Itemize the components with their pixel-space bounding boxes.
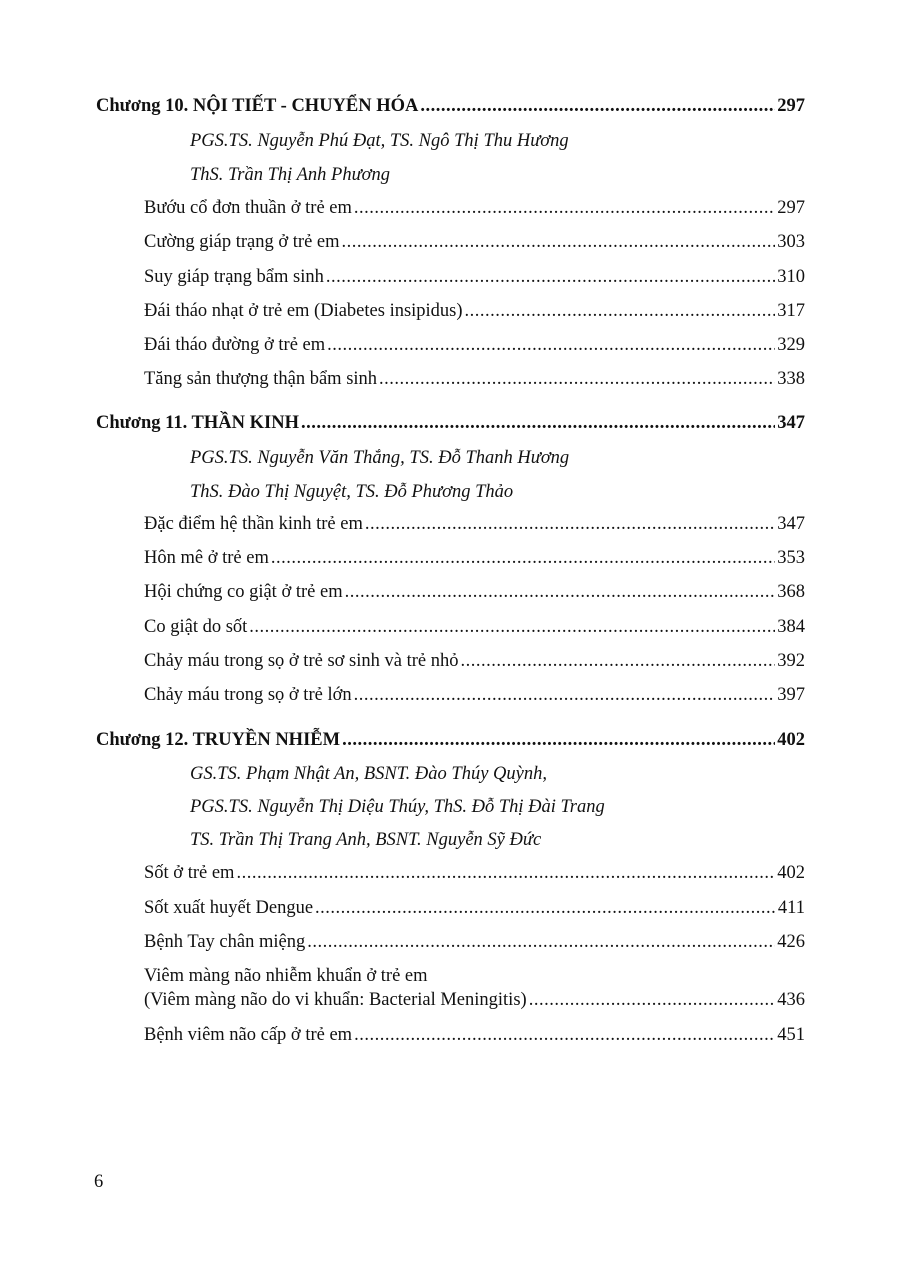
entry-page: 329: [777, 335, 805, 355]
toc-entry[interactable]: [144, 897, 805, 919]
entry-page: 317: [777, 301, 805, 321]
chapter-title: Chương 12. TRUYỀN NHIỄM: [96, 730, 341, 750]
entry-title: Bệnh viêm não cấp ở trẻ em: [144, 1025, 353, 1045]
dot-leader: [307, 931, 775, 953]
toc-entry[interactable]: [144, 862, 805, 884]
entry-title: (Viêm màng não do vi khuẩn: Bacterial Meningitis): [144, 990, 527, 1010]
toc-entry[interactable]: [144, 300, 805, 322]
entry-title: Hội chứng co giật ở trẻ em: [144, 582, 343, 602]
chapter-authors: GS.TS. Phạm Nhật An, BSNT. Đào Thúy Quỳnh,: [190, 764, 547, 784]
entry-page: 436: [777, 990, 805, 1010]
dot-leader: [342, 729, 775, 751]
entry-page: 353: [777, 548, 805, 568]
entry-title: Co giật do sốt: [144, 617, 248, 637]
dot-leader: [327, 334, 775, 356]
chapter-heading[interactable]: [96, 95, 805, 117]
entry-title: Bướu cổ đơn thuần ở trẻ em: [144, 198, 352, 218]
toc-entry[interactable]: [144, 989, 805, 1011]
dot-leader: [354, 1024, 775, 1046]
entry-page: 402: [777, 863, 805, 883]
dot-leader: [379, 368, 775, 390]
entry-title: Chảy máu trong sọ ở trẻ sơ sinh và trẻ nhỏ: [144, 651, 459, 671]
dot-leader: [365, 513, 775, 535]
entry-page: 347: [777, 514, 805, 534]
dot-leader: [529, 989, 776, 1011]
chapter-title: Chương 10. NỘI TIẾT - CHUYỂN HÓA: [96, 96, 419, 116]
chapter-authors: PGS.TS. Nguyễn Phú Đạt, TS. Ngô Thị Thu Hương: [190, 131, 569, 151]
entry-page: 411: [777, 898, 805, 918]
toc-entry[interactable]: [144, 1024, 805, 1046]
entry-page: 310: [777, 267, 805, 287]
dot-leader: [354, 197, 775, 219]
entry-title-line1[interactable]: Viêm màng não nhiễm khuẩn ở trẻ em: [144, 966, 428, 986]
entry-page: 338: [777, 369, 805, 389]
chapter-authors: PGS.TS. Nguyễn Thị Diệu Thúy, ThS. Đỗ Thị Đài Trang: [190, 797, 605, 817]
chapter-authors: ThS. Đào Thị Nguyệt, TS. Đỗ Phương Thảo: [190, 482, 514, 502]
entry-page: 297: [777, 198, 805, 218]
entry-title: Đái tháo đường ở trẻ em: [144, 335, 326, 355]
entry-title: Hôn mê ở trẻ em: [144, 548, 269, 568]
chapter-heading[interactable]: [96, 412, 805, 434]
dot-leader: [354, 684, 776, 706]
dot-leader: [271, 547, 775, 569]
toc-entry[interactable]: [144, 266, 805, 288]
entry-page: 451: [777, 1025, 805, 1045]
toc-entry[interactable]: [144, 684, 805, 706]
chapter-heading[interactable]: [96, 729, 805, 751]
chapter-authors: ThS. Trần Thị Anh Phương: [190, 165, 391, 185]
entry-title: Suy giáp trạng bẩm sinh: [144, 267, 324, 287]
entry-page: 384: [777, 617, 805, 637]
toc-entry[interactable]: [144, 334, 805, 356]
entry-title: Bệnh Tay chân miệng: [144, 932, 306, 952]
dot-leader: [236, 862, 775, 884]
entry-title: Đái tháo nhạt ở trẻ em (Diabetes insipidus): [144, 301, 463, 321]
chapter-authors: PGS.TS. Nguyễn Văn Thắng, TS. Đỗ Thanh Hương: [190, 448, 570, 468]
toc-entry[interactable]: [144, 931, 805, 953]
toc-entry[interactable]: [144, 368, 805, 390]
entry-title: Sốt xuất huyết Dengue: [144, 898, 314, 918]
toc-entry[interactable]: [144, 616, 805, 638]
entry-title: Sốt ở trẻ em: [144, 863, 235, 883]
chapter-page: 402: [777, 730, 805, 750]
entry-title: Cường giáp trạng ở trẻ em: [144, 232, 340, 252]
toc-entry[interactable]: [144, 197, 805, 219]
entry-title: Tăng sản thượng thận bẩm sinh: [144, 369, 378, 389]
toc-entry[interactable]: [144, 581, 805, 603]
entry-page: 392: [777, 651, 805, 671]
entry-page: 303: [777, 232, 805, 252]
chapter-authors: TS. Trần Thị Trang Anh, BSNT. Nguyễn Sỹ Đức: [190, 830, 542, 850]
entry-page: 426: [777, 932, 805, 952]
dot-leader: [249, 616, 775, 638]
chapter-title: Chương 11. THẦN KINH: [96, 413, 299, 433]
dot-leader: [342, 231, 776, 253]
entry-page: 397: [777, 685, 805, 705]
dot-leader: [461, 650, 776, 672]
dot-leader: [326, 266, 775, 288]
chapter-page: 297: [777, 96, 805, 116]
toc-entry[interactable]: [144, 650, 805, 672]
toc-entry[interactable]: [144, 513, 805, 535]
dot-leader: [420, 95, 775, 117]
dot-leader: [301, 412, 775, 434]
chapter-page: 347: [777, 413, 805, 433]
toc-entry[interactable]: [144, 231, 805, 253]
entry-title: Chảy máu trong sọ ở trẻ lớn: [144, 685, 352, 705]
dot-leader: [465, 300, 776, 322]
toc-entry[interactable]: [144, 547, 805, 569]
entry-title: Đặc điểm hệ thần kinh trẻ em: [144, 514, 363, 534]
entry-page: 368: [777, 582, 805, 602]
page-number: 6: [94, 1172, 104, 1192]
dot-leader: [345, 581, 776, 603]
dot-leader: [315, 897, 776, 919]
